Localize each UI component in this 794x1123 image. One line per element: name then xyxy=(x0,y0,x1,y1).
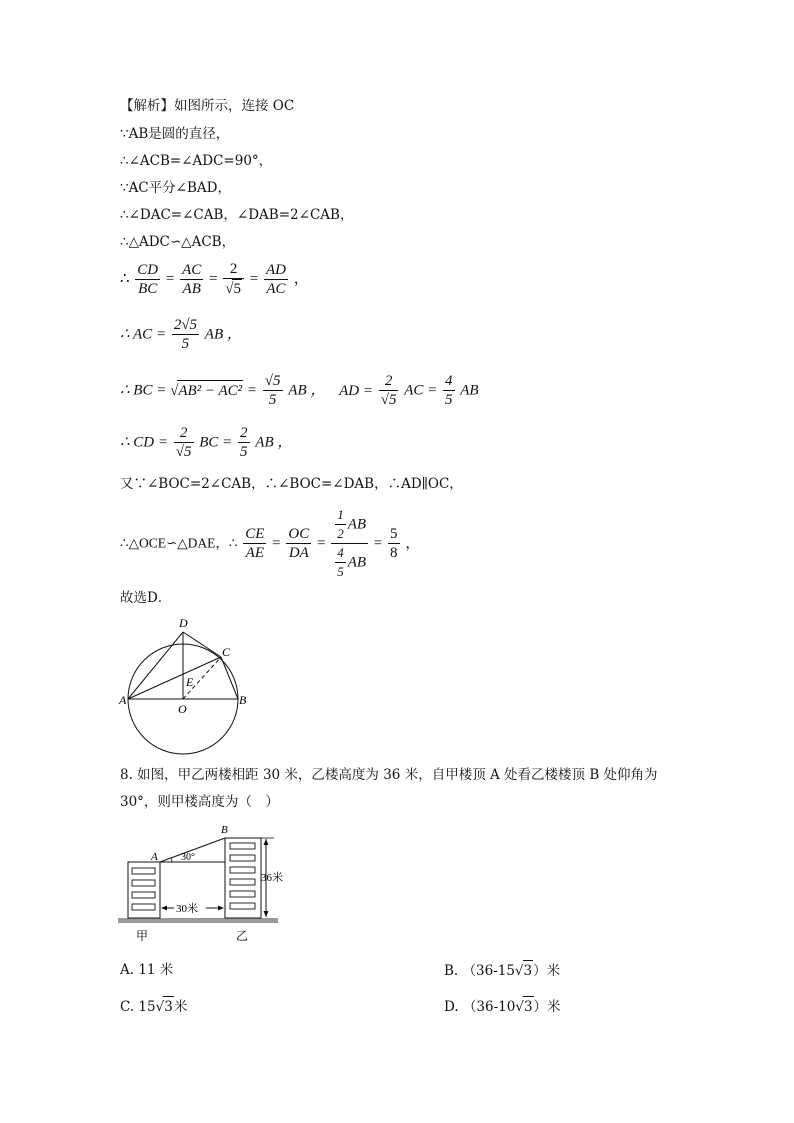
label-b-point: B xyxy=(221,824,228,836)
analysis-line-2: ∵AB是圆的直径， xyxy=(120,126,230,142)
building-jia-label: 甲 xyxy=(136,929,149,943)
analysis-line-5: ∴∠DAC=∠CAB，∠DAB=2∠CAB， xyxy=(120,207,354,223)
analysis-line-11: 又∵∠BOC=2∠CAB，∴∠BOC=∠DAB，∴AD∥OC， xyxy=(120,476,463,492)
answer-choice: 故选D． xyxy=(120,590,172,606)
label-a-point: A xyxy=(151,851,158,863)
analysis-line-4: ∵AC平分∠BAD， xyxy=(120,180,231,196)
question-text-line-2: 30°，则甲楼高度为（ ） xyxy=(120,794,279,810)
analysis-heading: 【解析】如图所示，连接 OC xyxy=(120,98,295,114)
distance-label: 30米 xyxy=(176,903,198,915)
height-label: 36米 xyxy=(261,872,283,884)
oce-equation: ∴△OCE∽△DAE，∴ $\frac{CE}{AE}$ = $\frac{OC}{DA}$ = $\frac{1}{2}$ AB $\frac{4}{5}$ AB = $\frac{5}{8}$ ， xyxy=(120,507,421,579)
label-a: A xyxy=(119,693,127,707)
option-b[interactable]: B. （36-15√3）米 xyxy=(444,960,560,981)
label-c: C xyxy=(222,645,231,659)
option-c[interactable]: C. 15√3米 xyxy=(120,996,187,1017)
option-a[interactable]: A. 11 米 xyxy=(120,962,174,978)
ac-equation: ∴ AC = $\frac{2√5}{5}$ AB ， xyxy=(120,317,242,352)
analysis-line-6: ∴△ADC∽△ACB， xyxy=(120,234,236,250)
building-figure xyxy=(118,820,283,945)
bc-equation: ∴ BC = √AB² − AC² = $\frac{√5}{5}$ AB ， AD = $\frac{2}{√5}$ AC = $\frac{4}{5}$ AB xyxy=(120,373,479,408)
label-d: D xyxy=(179,616,188,630)
question-text-line-1: 8. 如图，甲乙两楼相距 30 米，乙楼高度为 36 米，自甲楼顶 A 处看乙楼楼顶 B 处仰角为 xyxy=(120,767,658,783)
label-e: E xyxy=(186,675,194,689)
ratio-equation: ∴ $\frac{CD}{BC}$ = $\frac{AC}{AB}$ = $\frac{2}{√5}$ = $\frac{AD}{AC}$ ， xyxy=(120,261,309,297)
analysis-line-3: ∴∠ACB=∠ADC=90°， xyxy=(120,153,273,169)
label-o: O xyxy=(178,702,187,716)
option-d[interactable]: D. （36-10√3）米 xyxy=(444,996,561,1017)
angle-label: 30° xyxy=(181,852,195,863)
building-yi-label: 乙 xyxy=(236,929,249,943)
label-b: B xyxy=(239,693,247,707)
circle-figure xyxy=(115,612,255,757)
cd-equation: ∴ CD = $\frac{2}{√5}$ BC = $\frac{2}{5}$ AB ， xyxy=(120,425,293,460)
